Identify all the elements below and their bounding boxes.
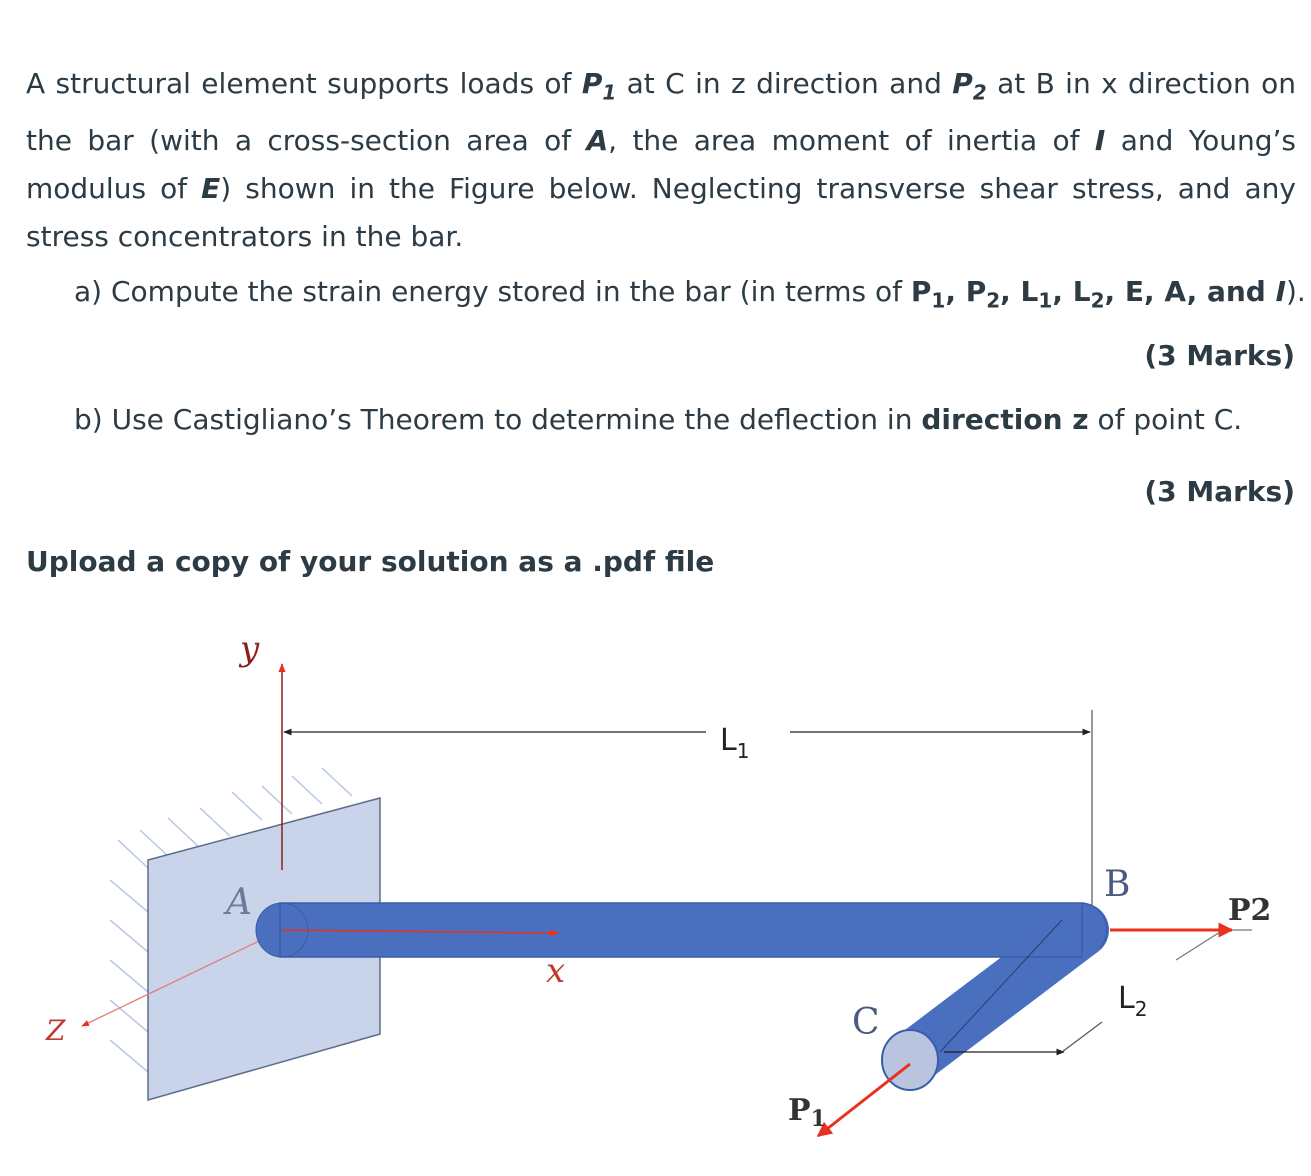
l2-dimension: [1062, 1022, 1102, 1052]
question-b-marks: (3 Marks): [1144, 475, 1295, 508]
bar-segment-ab: [282, 903, 1082, 957]
label-p2: P2: [1228, 893, 1272, 928]
label-a: A: [226, 882, 252, 923]
question-a-marks: (3 Marks): [1144, 339, 1295, 372]
question-a: a) Compute the strain energy stored in the bar (in terms of $P_1$, $P_2$, $L_1$, $L_2$, E, A, and I).: [74, 275, 1306, 313]
bar-corner-b: [1082, 903, 1109, 957]
label-l1: $L_1$: [720, 723, 750, 763]
structure-figure: [0, 600, 1311, 1176]
label-c: C: [852, 1002, 880, 1043]
label-l2: $L_2$: [1118, 981, 1148, 1021]
upload-instruction: Upload a copy of your solution as a .pdf file: [26, 545, 715, 578]
label-b: B: [1104, 864, 1131, 905]
label-x: x: [546, 951, 566, 991]
question-b: b) Use Castigliano’s Theorem to determine the deflection in direction z of point C.: [74, 403, 1243, 436]
label-y: y: [240, 629, 260, 669]
p1-force-arrow: [818, 1064, 910, 1136]
label-z: Z: [46, 1014, 66, 1047]
p2-guide-line: [1176, 932, 1220, 960]
label-p1: $P_1$: [788, 1093, 826, 1132]
problem-statement: A structural element supports loads of $P_1$ at C in z direction and $P_2$ at B in x direction on the bar (with a cross-section area of A, the area moment of inertia of I and Young’s modulus of E) shown in the Figure below. Neglecting transverse shear stress, and any stress concentrators in the bar.: [26, 67, 1297, 253]
